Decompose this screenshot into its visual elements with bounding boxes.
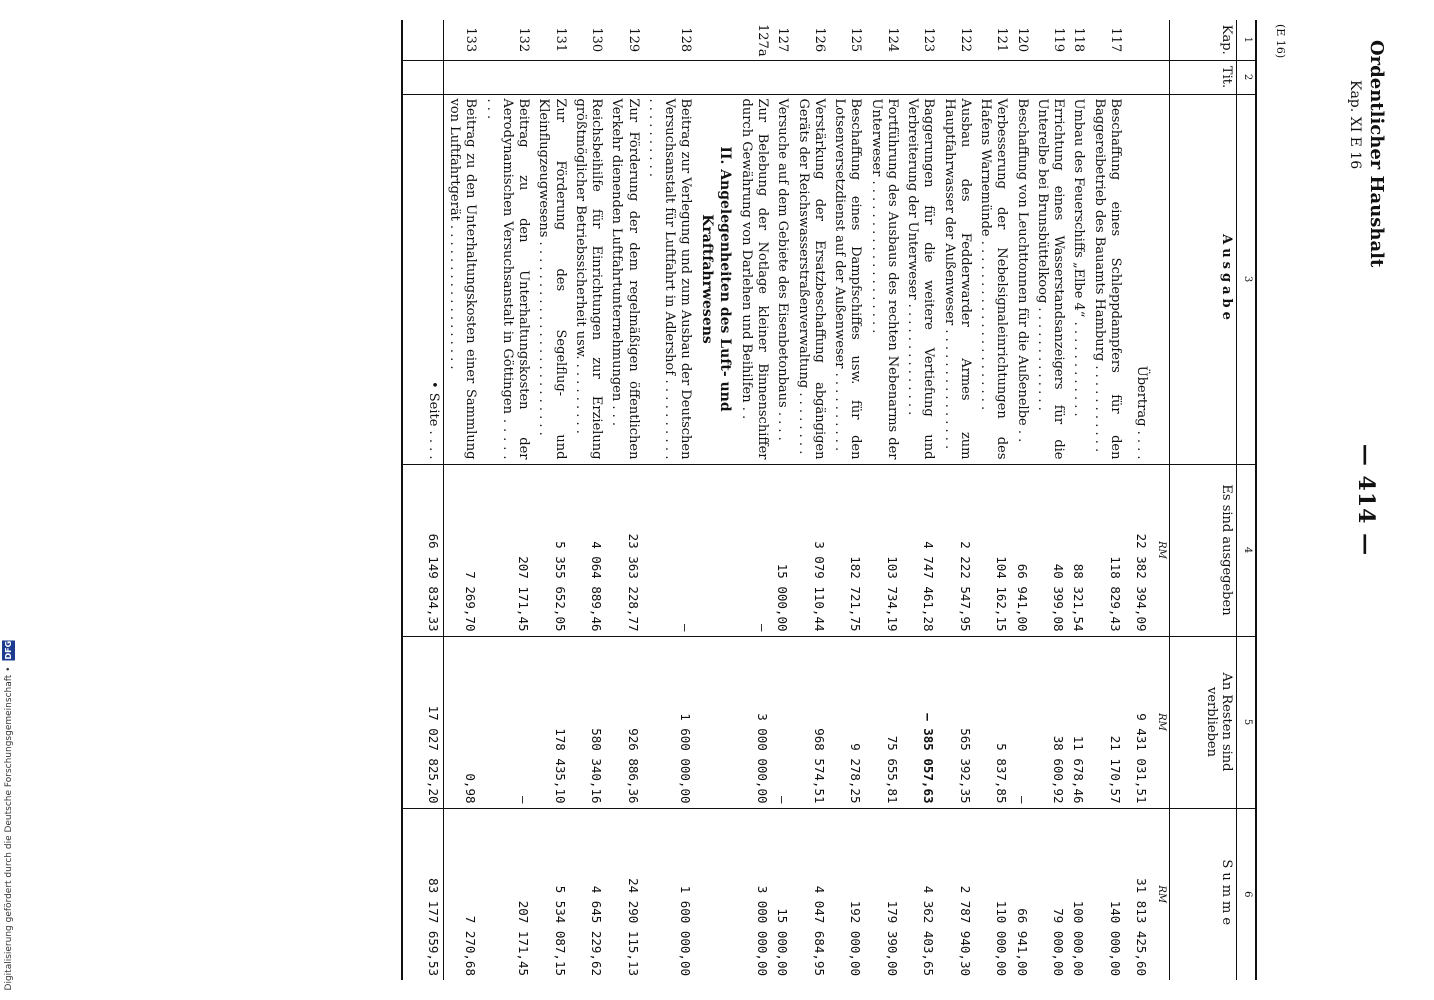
reste-cell: 9 278,25: [829, 636, 866, 808]
table-row: [1068, 20, 1088, 980]
unit-label: RM: [1151, 464, 1170, 636]
total-reste: 17 027 825,20: [402, 636, 444, 808]
summe-cell: 192 000,00: [829, 808, 866, 980]
table-row: [902, 20, 939, 980]
ausgegeben-cell: 103 734,19: [866, 464, 903, 636]
reste-cell: 0,98: [443, 636, 480, 808]
kap-header: Kap.: [1170, 20, 1237, 60]
ausgegeben-cell: 104 162,15: [975, 464, 1012, 636]
total-label: • Seite . . . .: [402, 94, 444, 464]
summe-cell: 2 787 940,30: [939, 808, 976, 980]
summe-cell: 100 000,00: [1068, 808, 1088, 980]
description-cell: Beitrag zur Verlegung und zum Ausbau der Deutschen Versuchsanstalt für Luftfahrt in Adlershof . . . . . . . . . . . . . . . . . . . .: [643, 94, 696, 464]
tit-cell: [975, 60, 1012, 94]
reste-cell: —: [1012, 636, 1032, 808]
table-row: [570, 20, 607, 980]
reste-cell: 178 435,10: [533, 636, 570, 808]
running-title: Ordentlicher Haushalt: [1366, 40, 1387, 268]
description-cell: Beschaffung von Leuchttonnen für die Außenelbe . .: [1012, 94, 1032, 464]
table-row: [793, 20, 830, 980]
description-cell: Reichsbeihilfe für Einrichtungen zur Erzielung größtmöglicher Betriebssicherheit usw. . . . . . . . . .: [570, 94, 607, 464]
summe-cell: 79 000,00: [1032, 808, 1069, 980]
summe-cell: 1 600 000,00: [643, 808, 696, 980]
description-cell: Fortführung des Ausbaus des rechten Nebenarms der Unterweser . . . . . . . . . . . . . . . . . . .: [866, 94, 903, 464]
ausgegeben-cell: 182 721,75: [829, 464, 866, 636]
kap-cell: 120: [1014, 27, 1030, 53]
reste-cell: 926 886,36: [606, 636, 643, 808]
kap-cell: 132: [516, 27, 532, 53]
kap-cell: 129: [625, 27, 641, 53]
ausgegeben-cell: 5 355 652,05: [533, 464, 570, 636]
ausgegeben-cell: 15 000,00: [772, 464, 792, 636]
summe-cell: 4 645 229,62: [570, 808, 607, 980]
summe-cell: 5 534 087,15: [533, 808, 570, 980]
summe-cell: 3 000 000,00: [736, 808, 773, 980]
description-cell: Beitrag zu den Unterhaltungskosten der Aerodynamischen Versuchsanstalt in Göttingen . . . . . . . .: [480, 94, 533, 464]
tit-cell: [570, 60, 607, 94]
reste-cell: —: [480, 636, 533, 808]
reste-cell: 3 000 000,00: [736, 636, 773, 808]
summe-cell: 7 270,68: [443, 808, 480, 980]
reste-cell: —: [772, 636, 792, 808]
page-header: [1267, 20, 1387, 980]
reste-header: An Resten sind verblieben: [1170, 636, 1237, 808]
description-cell: Beschaffung eines Dampfschiffes usw. für den Lotsenversetzdienst auf der Außenweser . . . . . . . . . .: [829, 94, 866, 464]
kap-cell: 118: [1071, 27, 1087, 53]
table-row: [480, 20, 533, 980]
corner-mark: (E 16): [1274, 24, 1287, 59]
unit-label: RM: [1151, 636, 1170, 808]
tit-cell: [1032, 60, 1069, 94]
carry-ausgegeben: 22 382 394,09: [1125, 464, 1151, 636]
tit-cell: [606, 60, 643, 94]
kap-cell: 124: [885, 27, 900, 53]
tit-cell: [939, 60, 976, 94]
tit-cell: [902, 60, 939, 94]
reste-cell: 5 837,85: [975, 636, 1012, 808]
column-number: 3: [1237, 94, 1257, 464]
description-cell: Verbesserung der Nebelsignaleinrichtungen des Hafens Warnemünde . . . . . . . . . . . . . . . . . . . . .: [975, 94, 1012, 464]
table-row: [1032, 20, 1069, 980]
column-number: 6: [1237, 808, 1257, 980]
table-row: [1012, 20, 1032, 980]
ausgegeben-cell: 3 079 110,44: [793, 464, 830, 636]
table-row: [772, 20, 792, 980]
reste-cell: 968 574,51: [793, 636, 830, 808]
description-cell: Zur Belebung der Notlage kleiner Binnenschiffer durch Gewährung von Darlehen und Beihilfen . .: [736, 94, 773, 464]
description-cell: Beitrag zu den Unterhaltungskosten einer Sammlung von Luftfahrtgerät . . . . . . . . . . . . . . . . . .: [443, 94, 480, 464]
kap-cell: 125: [848, 27, 864, 53]
tit-cell: [480, 60, 533, 94]
reste-cell: — 385 057,63: [902, 636, 939, 808]
page-number: — 414 —: [1353, 443, 1379, 557]
chapter-label: Kap. XI E 16: [1347, 80, 1363, 170]
ausgegeben-cell: 207 171,45: [480, 464, 533, 636]
ausgegeben-cell: —: [736, 464, 773, 636]
summe-cell: 140 000,00: [1089, 808, 1126, 980]
column-number-row: [1237, 20, 1257, 980]
tit-cell: [533, 60, 570, 94]
table-row: [939, 20, 976, 980]
carry-summe: 31 813 425,60: [1125, 808, 1151, 980]
column-header-row: [1170, 20, 1237, 980]
kap-cell: 122: [958, 27, 973, 53]
table-row: [1089, 20, 1126, 980]
description-cell: Ausbau des Fedderwarder Armes zum Hauptfahrwasser der Außenweser . . . . . . . . . . . . . . .: [939, 94, 976, 464]
ausgabe-header: Ausgabe: [1170, 94, 1237, 464]
description-cell: Baggerungen für die weitere Vertiefung und Verbreiterung der Unterweser . . . . . . . . . . . . . .: [902, 94, 939, 464]
summe-cell: 4 362 403,65: [902, 808, 939, 980]
ausgegeben-cell: 66 941,00: [1012, 464, 1032, 636]
tit-cell: [1068, 60, 1088, 94]
description-cell: Verstärkung der Ersatzbeschaffung abgängigen Geräts der Reichswasserstraßenverwaltung . . . . . . . .: [793, 94, 830, 464]
kap-cell: 123: [921, 27, 937, 53]
tit-cell: [643, 60, 696, 94]
table-row: [533, 20, 570, 980]
ausgegeben-cell: —: [643, 464, 696, 636]
summe-cell: 24 290 115,13: [606, 808, 643, 980]
column-number: 4: [1237, 464, 1257, 636]
column-number: 5: [1237, 636, 1257, 808]
tit-cell: [772, 60, 792, 94]
unit-label: RM: [1151, 808, 1170, 980]
ledger-page: [47, 20, 1387, 980]
reste-cell: 580 340,16: [570, 636, 607, 808]
table-row: [443, 20, 480, 980]
ausgegeben-header: Es sind ausgegeben: [1170, 464, 1237, 636]
kap-cell: 117: [1108, 27, 1123, 53]
total-summe: 83 177 659,53: [402, 808, 444, 980]
summe-header: Summe: [1170, 808, 1237, 980]
column-number: 2: [1237, 60, 1257, 94]
ausgegeben-cell: 88 321,54: [1068, 464, 1088, 636]
table-row: [606, 20, 643, 980]
table-row: [975, 20, 1012, 980]
kap-cell: 128: [678, 27, 694, 53]
section-heading-row: [695, 20, 735, 980]
tit-cell: [1012, 60, 1032, 94]
table-row: [643, 20, 696, 980]
kap-cell: 133: [463, 27, 479, 53]
tit-header: Tit.: [1170, 60, 1237, 94]
tit-cell: [443, 60, 480, 94]
description-cell: Zur Förderung der dem regelmäßigen öffentlichen Verkehr dienenden Luftfahrtunternehmungen . . .: [606, 94, 643, 464]
digitization-watermark: [0, 0, 20, 1000]
summe-cell: 110 000,00: [975, 808, 1012, 980]
table-row: [866, 20, 903, 980]
carry-over-row: [1125, 20, 1151, 980]
section-title: II. Angelegenheiten des Luft- und Kraftfahrwesens: [695, 94, 735, 464]
table-row: [829, 20, 866, 980]
summe-cell: 179 390,00: [866, 808, 903, 980]
watermark-text: Digitalisierung gefördert durch die Deutsche Forschungsgemeinschaft •: [4, 666, 14, 990]
tit-cell: [866, 60, 903, 94]
ausgegeben-cell: 4 747 461,28: [902, 464, 939, 636]
kap-cell: 127: [775, 27, 791, 53]
description-cell: Umbau des Feuerschiffs „Elbe 4“ . . . . . . . . . . . .: [1068, 94, 1088, 464]
kap-cell: 126: [812, 27, 827, 53]
reste-cell: 1 600 000,00: [643, 636, 696, 808]
reste-cell: 21 170,57: [1089, 636, 1126, 808]
ausgegeben-cell: 40 399,08: [1032, 464, 1069, 636]
reste-cell: 38 600,92: [1032, 636, 1069, 808]
kap-cell: 121: [994, 27, 1010, 53]
ausgegeben-cell: 2 222 547,95: [939, 464, 976, 636]
unit-row: [1151, 20, 1170, 980]
dfg-logo: DFG: [4, 640, 13, 660]
reste-cell: 11 678,46: [1068, 636, 1088, 808]
kap-cell: 127a: [755, 24, 771, 57]
tit-cell: [829, 60, 866, 94]
summe-cell: 15 000,00: [772, 808, 792, 980]
tit-cell: [736, 60, 773, 94]
ausgegeben-cell: 23 363 228,77: [606, 464, 643, 636]
kap-cell: 130: [589, 27, 605, 53]
tit-cell: [793, 60, 830, 94]
total-ausgegeben: 66 149 834,33: [402, 464, 444, 636]
reste-cell: 75 655,81: [866, 636, 903, 808]
page-total-row: [402, 20, 444, 980]
column-number: 1: [1237, 20, 1257, 60]
summe-cell: 207 171,45: [480, 808, 533, 980]
kap-cell: 119: [1051, 27, 1067, 53]
description-cell: Zur Förderung des Segelflug- und Kleinflugzeugwesens . . . . . . . . . . . . . . . . . . . . . . . .: [533, 94, 570, 464]
kap-cell: 131: [552, 27, 568, 53]
tit-cell: [1089, 60, 1126, 94]
carry-label: Übertrag . . . .: [1125, 94, 1151, 464]
summe-cell: 66 941,00: [1012, 808, 1032, 980]
summe-cell: 4 047 684,95: [793, 808, 830, 980]
carry-reste: 9 431 031,51: [1125, 636, 1151, 808]
expenditure-table: [401, 20, 1257, 980]
reste-cell: 565 392,35: [939, 636, 976, 808]
ausgegeben-cell: 4 064 889,46: [570, 464, 607, 636]
ausgegeben-cell: 7 269,70: [443, 464, 480, 636]
ausgegeben-cell: 118 829,43: [1089, 464, 1126, 636]
description-cell: Errichtung eines Wasserstandsanzeigers für die Unterelbe bei Brunsbüttelkoog . . . . . . . . . . . . .: [1032, 94, 1069, 464]
description-cell: Beschaffung eines Schleppdampfers für den Baggereibetrieb des Bauamts Hamburg . . . . . . . . . . .: [1089, 94, 1126, 464]
description-cell: Versuche auf dem Gebiete des Eisenbetonbaus . . . .: [772, 94, 792, 464]
table-row: [736, 20, 773, 980]
